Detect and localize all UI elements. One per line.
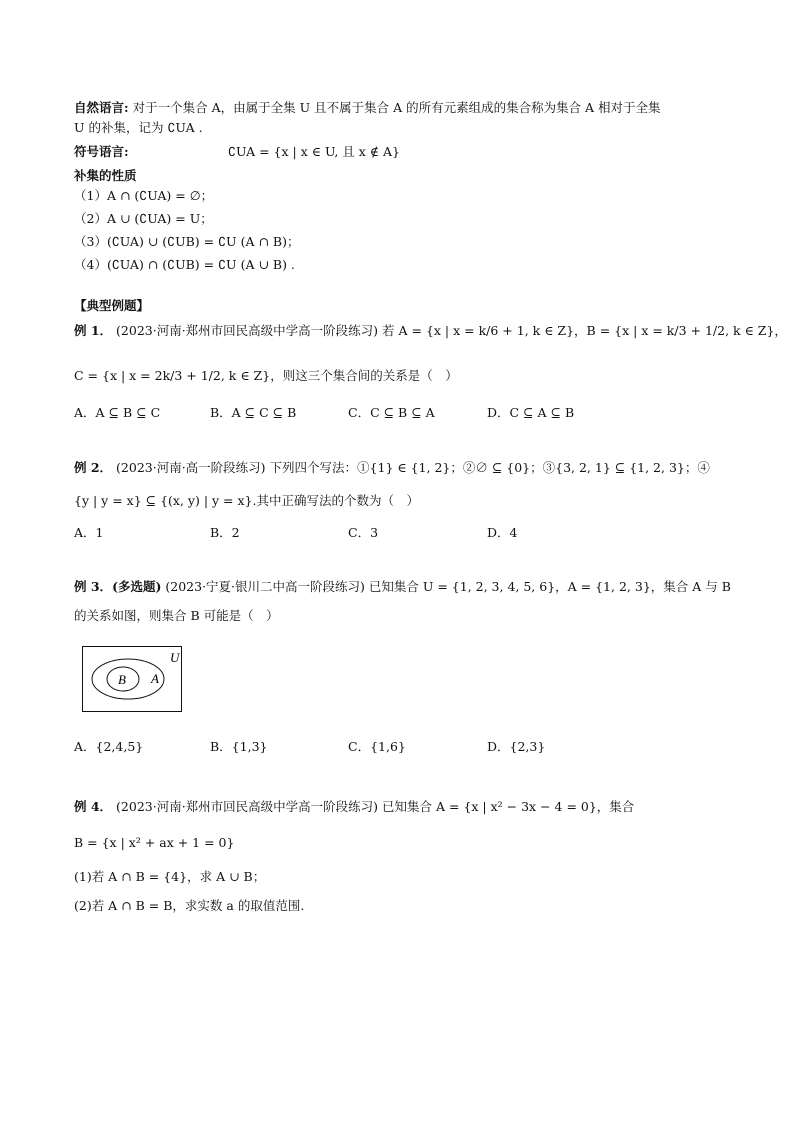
property-item-1: （1）A ∩ (∁UA) = ∅；: [74, 188, 214, 203]
definition-natural-line-1: [74, 99, 661, 117]
example-1-line-1: [74, 322, 787, 340]
example-3-label: 例 3．: [74, 579, 113, 594]
example-4-question-1: (1)若 A ∩ B = {4}，求 A ∪ B；: [74, 869, 266, 884]
definition-natural-line-2: U 的补集，记为 ∁UA .: [74, 120, 203, 135]
venn-label-u: U: [170, 650, 180, 665]
venn-diagram: [82, 646, 182, 712]
example-2-option-d: D．4: [487, 525, 518, 540]
example-1-option-c: C．C ⊆ B ⊆ A: [348, 405, 435, 420]
section-title: 【典型例题】: [74, 298, 150, 313]
example-3-option-b: B．{1,3}: [210, 739, 268, 754]
example-1-text-1: (2023·河南·郑州市回民高级中学高一阶段练习) 若 A = {x | x = k/6 + 1, k ∈ Z}，B = {x | x = k/3 + 1/2, k ∈ Z}，: [116, 323, 787, 338]
example-1-line-2: C = {x | x = 2k/3 + 1/2, k ∈ Z}，则这三个集合间的关系是（ ）: [74, 368, 458, 383]
example-3-tag: (多选题): [112, 579, 162, 594]
example-2-line-1: [74, 459, 710, 477]
natural-language-text-1: 对于一个集合 A，由属于全集 U 且不属于集合 A 的所有元素组成的集合称为集合 A 相对于全集: [132, 100, 661, 115]
example-4-label: 例 4．: [74, 799, 113, 814]
example-2-label: 例 2．: [74, 460, 113, 475]
example-1-option-b: B．A ⊆ C ⊆ B: [210, 405, 297, 420]
venn-label-b: B: [118, 672, 126, 687]
property-item-4: （4）(∁UA) ∩ (∁UB) = ∁U (A ∪ B) .: [74, 257, 295, 272]
example-1-label: 例 1．: [74, 323, 113, 338]
symbol-language-label: 符号语言:: [74, 144, 129, 159]
definition-symbol-line: [74, 143, 129, 161]
property-item-2: （2）A ∪ (∁UA) = U；: [74, 211, 213, 226]
symbol-language-formula: ∁UA = {x | x ∈ U, 且 x ∉ A}: [228, 144, 400, 159]
example-3-option-d: D．{2,3}: [487, 739, 546, 754]
example-3-line-2: 的关系如图，则集合 B 可能是（ ）: [74, 608, 279, 623]
venn-label-a: A: [151, 671, 159, 686]
example-4-question-2: (2)若 A ∩ B = B，求实数 a 的取值范围.: [74, 898, 305, 913]
example-3-option-c: C．{1,6}: [348, 739, 406, 754]
example-1-option-d: D．C ⊆ A ⊆ B: [487, 405, 575, 420]
example-2-option-b: B．2: [210, 525, 240, 540]
example-3-option-a: A．{2,4,5}: [74, 739, 144, 754]
example-2-line-2: {y | y = x} ⊆ {(x, y) | y = x}.其中正确写法的个数为（ ）: [74, 493, 419, 508]
example-2-option-c: C．3: [348, 525, 379, 540]
example-4-text-1: (2023·河南·郑州市回民高级中学高一阶段练习) 已知集合 A = {x | x² − 3x − 4 = 0}，集合: [116, 799, 635, 814]
example-4-line-2: B = {x | x² + ax + 1 = 0}: [74, 835, 235, 850]
universal-set-rectangle: [83, 647, 182, 712]
example-4-line-1: [74, 798, 634, 816]
example-1-option-a: A．A ⊆ B ⊆ C: [74, 405, 161, 420]
example-2-text-1: (2023·河南·高一阶段练习) 下列四个写法：①{1} ∈ {1, 2}；②∅ ⊆ {0}；③{3, 2, 1} ⊆ {1, 2, 3}；④: [116, 460, 710, 475]
natural-language-label: 自然语言:: [74, 100, 129, 115]
example-3-line-1: [74, 578, 731, 596]
example-2-option-a: A．1: [74, 525, 104, 540]
example-3-text-1: (2023·宁夏·银川二中高一阶段练习) 已知集合 U = {1, 2, 3, 4, 5, 6}，A = {1, 2, 3}，集合 A 与 B: [165, 579, 731, 594]
properties-title: 补集的性质: [74, 168, 137, 183]
property-item-3: （3）(∁UA) ∪ (∁UB) = ∁U (A ∩ B)；: [74, 234, 300, 249]
